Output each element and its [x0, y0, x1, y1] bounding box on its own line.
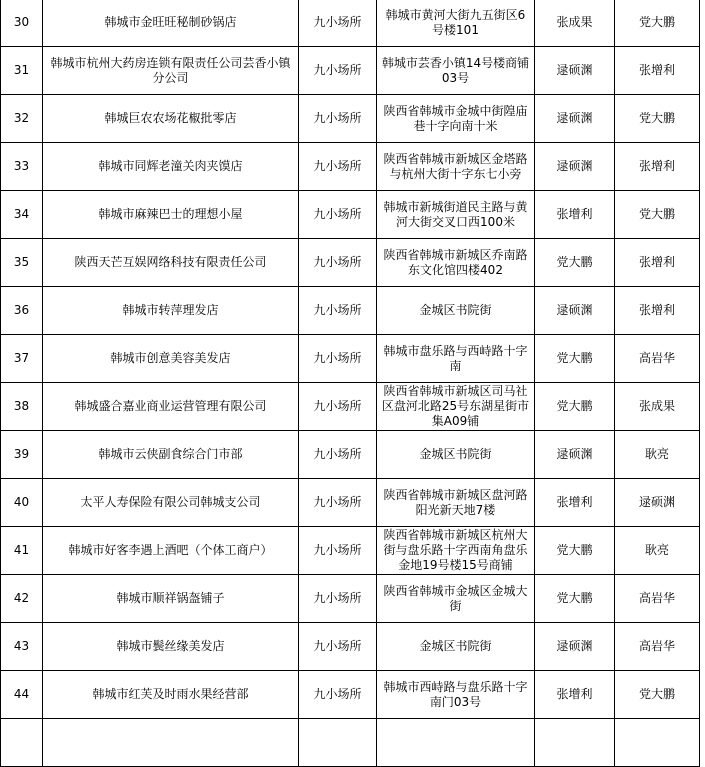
row-number-cell[interactable]: 42	[1, 575, 43, 623]
inspector-primary-cell[interactable]	[535, 719, 615, 767]
business-name-cell[interactable]: 韩城巨农农场花椒批零店	[43, 95, 299, 143]
business-name-cell[interactable]: 韩城市杭州大药房连锁有限责任公司芸香小镇分公司	[43, 47, 299, 95]
address-cell[interactable]: 陕西省韩城市新城区盘河路阳光新天地7楼	[377, 479, 535, 527]
inspector-secondary-cell[interactable]: 张成果	[615, 383, 700, 431]
inspector-primary-cell[interactable]: 党大鹏	[535, 335, 615, 383]
row-number-cell[interactable]: 31	[1, 47, 43, 95]
business-name-cell[interactable]: 韩城市好客李遇上酒吧（个体工商户）	[43, 527, 299, 575]
inspector-secondary-cell[interactable]: 党大鹏	[615, 0, 700, 47]
inspector-secondary-cell[interactable]: 高岩华	[615, 335, 700, 383]
venue-category-cell[interactable]: 九小场所	[299, 239, 377, 287]
row-number-cell[interactable]: 37	[1, 335, 43, 383]
table-row	[1, 431, 700, 479]
address-cell[interactable]: 韩城市新城街道民主路与黄河大街交叉口西100米	[377, 191, 535, 239]
table-row	[1, 95, 700, 143]
address-cell[interactable]: 金城区书院街	[377, 287, 535, 335]
address-cell[interactable]: 韩城市西峙路与盘乐路十字南门03号	[377, 671, 535, 719]
venue-category-cell[interactable]: 九小场所	[299, 95, 377, 143]
table-row	[1, 719, 700, 767]
table-body	[1, 0, 700, 767]
venue-category-cell[interactable]: 九小场所	[299, 335, 377, 383]
business-name-cell[interactable]: 韩城市转萍理发店	[43, 287, 299, 335]
venue-category-cell[interactable]: 九小场所	[299, 575, 377, 623]
venue-category-cell[interactable]: 九小场所	[299, 191, 377, 239]
inspector-secondary-cell[interactable]: 耿亮	[615, 527, 700, 575]
venue-category-cell[interactable]: 九小场所	[299, 623, 377, 671]
address-cell[interactable]: 陕西省韩城市新城区金塔路与杭州大街十字东七小旁	[377, 143, 535, 191]
inspector-primary-cell[interactable]: 逯硕渊	[535, 95, 615, 143]
venue-category-cell[interactable]: 九小场所	[299, 671, 377, 719]
venue-category-cell[interactable]: 九小场所	[299, 47, 377, 95]
inspector-primary-cell[interactable]: 逯硕渊	[535, 431, 615, 479]
business-name-cell[interactable]: 太平人寿保险有限公司韩城支公司	[43, 479, 299, 527]
table-row	[1, 575, 700, 623]
address-cell[interactable]	[377, 719, 535, 767]
address-cell[interactable]: 陕西省韩城市金城中街隍庙巷十字向南十米	[377, 95, 535, 143]
table-row	[1, 383, 700, 431]
row-number-cell[interactable]: 38	[1, 383, 43, 431]
row-number-cell[interactable]: 30	[1, 0, 43, 47]
inspector-primary-cell[interactable]: 张增利	[535, 479, 615, 527]
table-row	[1, 287, 700, 335]
inspector-secondary-cell[interactable]: 党大鹏	[615, 95, 700, 143]
business-name-cell[interactable]: 陕西天芒互娱网络科技有限责任公司	[43, 239, 299, 287]
inspector-secondary-cell[interactable]: 高岩华	[615, 575, 700, 623]
inspector-secondary-cell[interactable]: 党大鹏	[615, 191, 700, 239]
venue-category-cell[interactable]: 九小场所	[299, 287, 377, 335]
table-row	[1, 671, 700, 719]
address-cell[interactable]: 陕西省韩城市金城区金城大街	[377, 575, 535, 623]
inspector-primary-cell[interactable]: 党大鹏	[535, 383, 615, 431]
venue-category-cell[interactable]: 九小场所	[299, 479, 377, 527]
row-number-cell[interactable]: 39	[1, 431, 43, 479]
inspector-secondary-cell[interactable]: 逯硕渊	[615, 479, 700, 527]
table-row	[1, 143, 700, 191]
row-number-cell[interactable]: 44	[1, 671, 43, 719]
row-number-cell[interactable]: 35	[1, 239, 43, 287]
inspector-primary-cell[interactable]: 张成果	[535, 0, 615, 47]
inspector-primary-cell[interactable]: 张增利	[535, 671, 615, 719]
row-number-cell[interactable]: 43	[1, 623, 43, 671]
address-cell[interactable]: 韩城市黄河大街九五街区6号楼101	[377, 0, 535, 47]
table-row	[1, 239, 700, 287]
inspector-primary-cell[interactable]: 党大鹏	[535, 527, 615, 575]
venue-category-cell[interactable]: 九小场所	[299, 431, 377, 479]
business-name-cell[interactable]: 韩城市鬓丝缘美发店	[43, 623, 299, 671]
business-name-cell[interactable]: 韩城市顺祥锅盔铺子	[43, 575, 299, 623]
table-row	[1, 623, 700, 671]
venue-category-cell[interactable]: 九小场所	[299, 383, 377, 431]
inspector-secondary-cell[interactable]: 党大鹏	[615, 671, 700, 719]
inspector-secondary-cell[interactable]: 张增利	[615, 287, 700, 335]
business-name-cell[interactable]: 韩城市红芙及时雨水果经营部	[43, 671, 299, 719]
row-number-cell[interactable]: 36	[1, 287, 43, 335]
table-row	[1, 191, 700, 239]
inspector-secondary-cell[interactable]	[615, 719, 700, 767]
inspector-primary-cell[interactable]: 逯硕渊	[535, 47, 615, 95]
inspector-primary-cell[interactable]: 逯硕渊	[535, 623, 615, 671]
inspector-secondary-cell[interactable]: 张增利	[615, 47, 700, 95]
business-name-cell[interactable]: 韩城市麻辣巴士的理想小屋	[43, 191, 299, 239]
business-name-cell[interactable]: 韩城市金旺旺秘制砂锅店	[43, 0, 299, 47]
address-cell[interactable]: 陕西省韩城市新城区乔南路东文化馆四楼402	[377, 239, 535, 287]
venue-category-cell[interactable]: 九小场所	[299, 143, 377, 191]
inspector-primary-cell[interactable]: 党大鹏	[535, 575, 615, 623]
address-cell[interactable]: 陕西省韩城市新城区司马社区盘河北路25号东湖星街市集A09铺	[377, 383, 535, 431]
inspector-secondary-cell[interactable]: 张增利	[615, 143, 700, 191]
row-number-cell[interactable]: 34	[1, 191, 43, 239]
business-name-cell[interactable]: 韩城市创意美容美发店	[43, 335, 299, 383]
inspector-secondary-cell[interactable]: 张增利	[615, 239, 700, 287]
table-row	[1, 527, 700, 575]
address-cell[interactable]: 陕西省韩城市新城区杭州大街与盘乐路十字西南角盘乐金地19号楼15号商铺	[377, 527, 535, 575]
venue-category-cell[interactable]	[299, 719, 377, 767]
business-name-cell[interactable]: 韩城市同辉老潼关肉夹馍店	[43, 143, 299, 191]
venue-category-cell[interactable]: 九小场所	[299, 527, 377, 575]
row-number-cell[interactable]: 41	[1, 527, 43, 575]
row-number-cell[interactable]	[1, 719, 43, 767]
address-cell[interactable]: 韩城市盘乐路与西峙路十字南	[377, 335, 535, 383]
address-cell[interactable]: 金城区书院街	[377, 431, 535, 479]
inspector-primary-cell[interactable]: 逯硕渊	[535, 143, 615, 191]
inspector-secondary-cell[interactable]: 耿亮	[615, 431, 700, 479]
table-row	[1, 335, 700, 383]
table-row	[1, 47, 700, 95]
inspector-primary-cell[interactable]: 张增利	[535, 191, 615, 239]
business-name-cell[interactable]: 韩城盛合嘉业商业运营管理有限公司	[43, 383, 299, 431]
inspector-primary-cell[interactable]: 逯硕渊	[535, 287, 615, 335]
venue-category-cell[interactable]: 九小场所	[299, 0, 377, 47]
row-number-cell[interactable]: 33	[1, 143, 43, 191]
address-cell[interactable]: 金城区书院街	[377, 623, 535, 671]
table-row	[1, 479, 700, 527]
row-number-cell[interactable]: 32	[1, 95, 43, 143]
address-cell[interactable]: 韩城市芸香小镇14号楼商铺03号	[377, 47, 535, 95]
inspector-secondary-cell[interactable]: 高岩华	[615, 623, 700, 671]
row-number-cell[interactable]: 40	[1, 479, 43, 527]
business-name-cell[interactable]: 韩城市云侠副食综合门市部	[43, 431, 299, 479]
inspector-primary-cell[interactable]: 党大鹏	[535, 239, 615, 287]
business-name-cell[interactable]	[43, 719, 299, 767]
table-row	[1, 0, 700, 47]
